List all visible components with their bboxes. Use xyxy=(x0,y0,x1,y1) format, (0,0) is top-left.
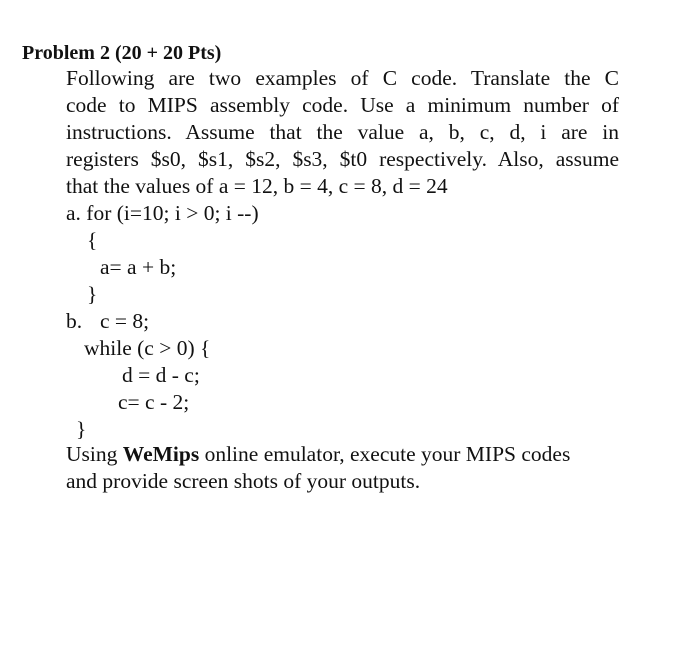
part-b-label: b. xyxy=(66,309,83,333)
part-b-stmt2: c= c - 2; xyxy=(118,390,190,414)
closing-line-1 xyxy=(66,441,570,468)
part-a-close-brace: } xyxy=(87,282,98,306)
intro-line-2: code to MIPS assembly code. Use a minimum number of xyxy=(66,93,619,117)
part-b-first: c = 8; xyxy=(100,309,150,333)
closing-prefix: Using xyxy=(66,442,123,466)
part-b-stmt1: d = d - c; xyxy=(122,363,200,387)
part-a-header: a. for (i=10; i > 0; i --) xyxy=(66,201,259,225)
intro-line-1: Following are two examples of C code. Translate the C xyxy=(66,66,619,90)
part-b-while: while (c > 0) { xyxy=(84,336,211,360)
part-b-close-brace: } xyxy=(76,417,87,441)
wemips-name: WeMips xyxy=(122,442,200,466)
part-a-body: a= a + b; xyxy=(100,255,177,279)
intro-line-4: registers $s0, $s1, $s2, $s3, $t0 respectively. Also, assume xyxy=(66,147,619,171)
problem-title: Problem 2 (20 + 20 Pts) xyxy=(22,42,222,64)
closing-suffix: online emulator, execute your MIPS codes xyxy=(199,442,571,466)
part-a-open-brace: { xyxy=(87,228,98,252)
closing-line-2: and provide screen shots of your outputs. xyxy=(66,469,421,493)
intro-line-3: instructions. Assume that the value a, b, c, d, i are in xyxy=(66,120,619,144)
intro-line-5: that the values of a = 12, b = 4, c = 8, d = 24 xyxy=(66,174,448,198)
